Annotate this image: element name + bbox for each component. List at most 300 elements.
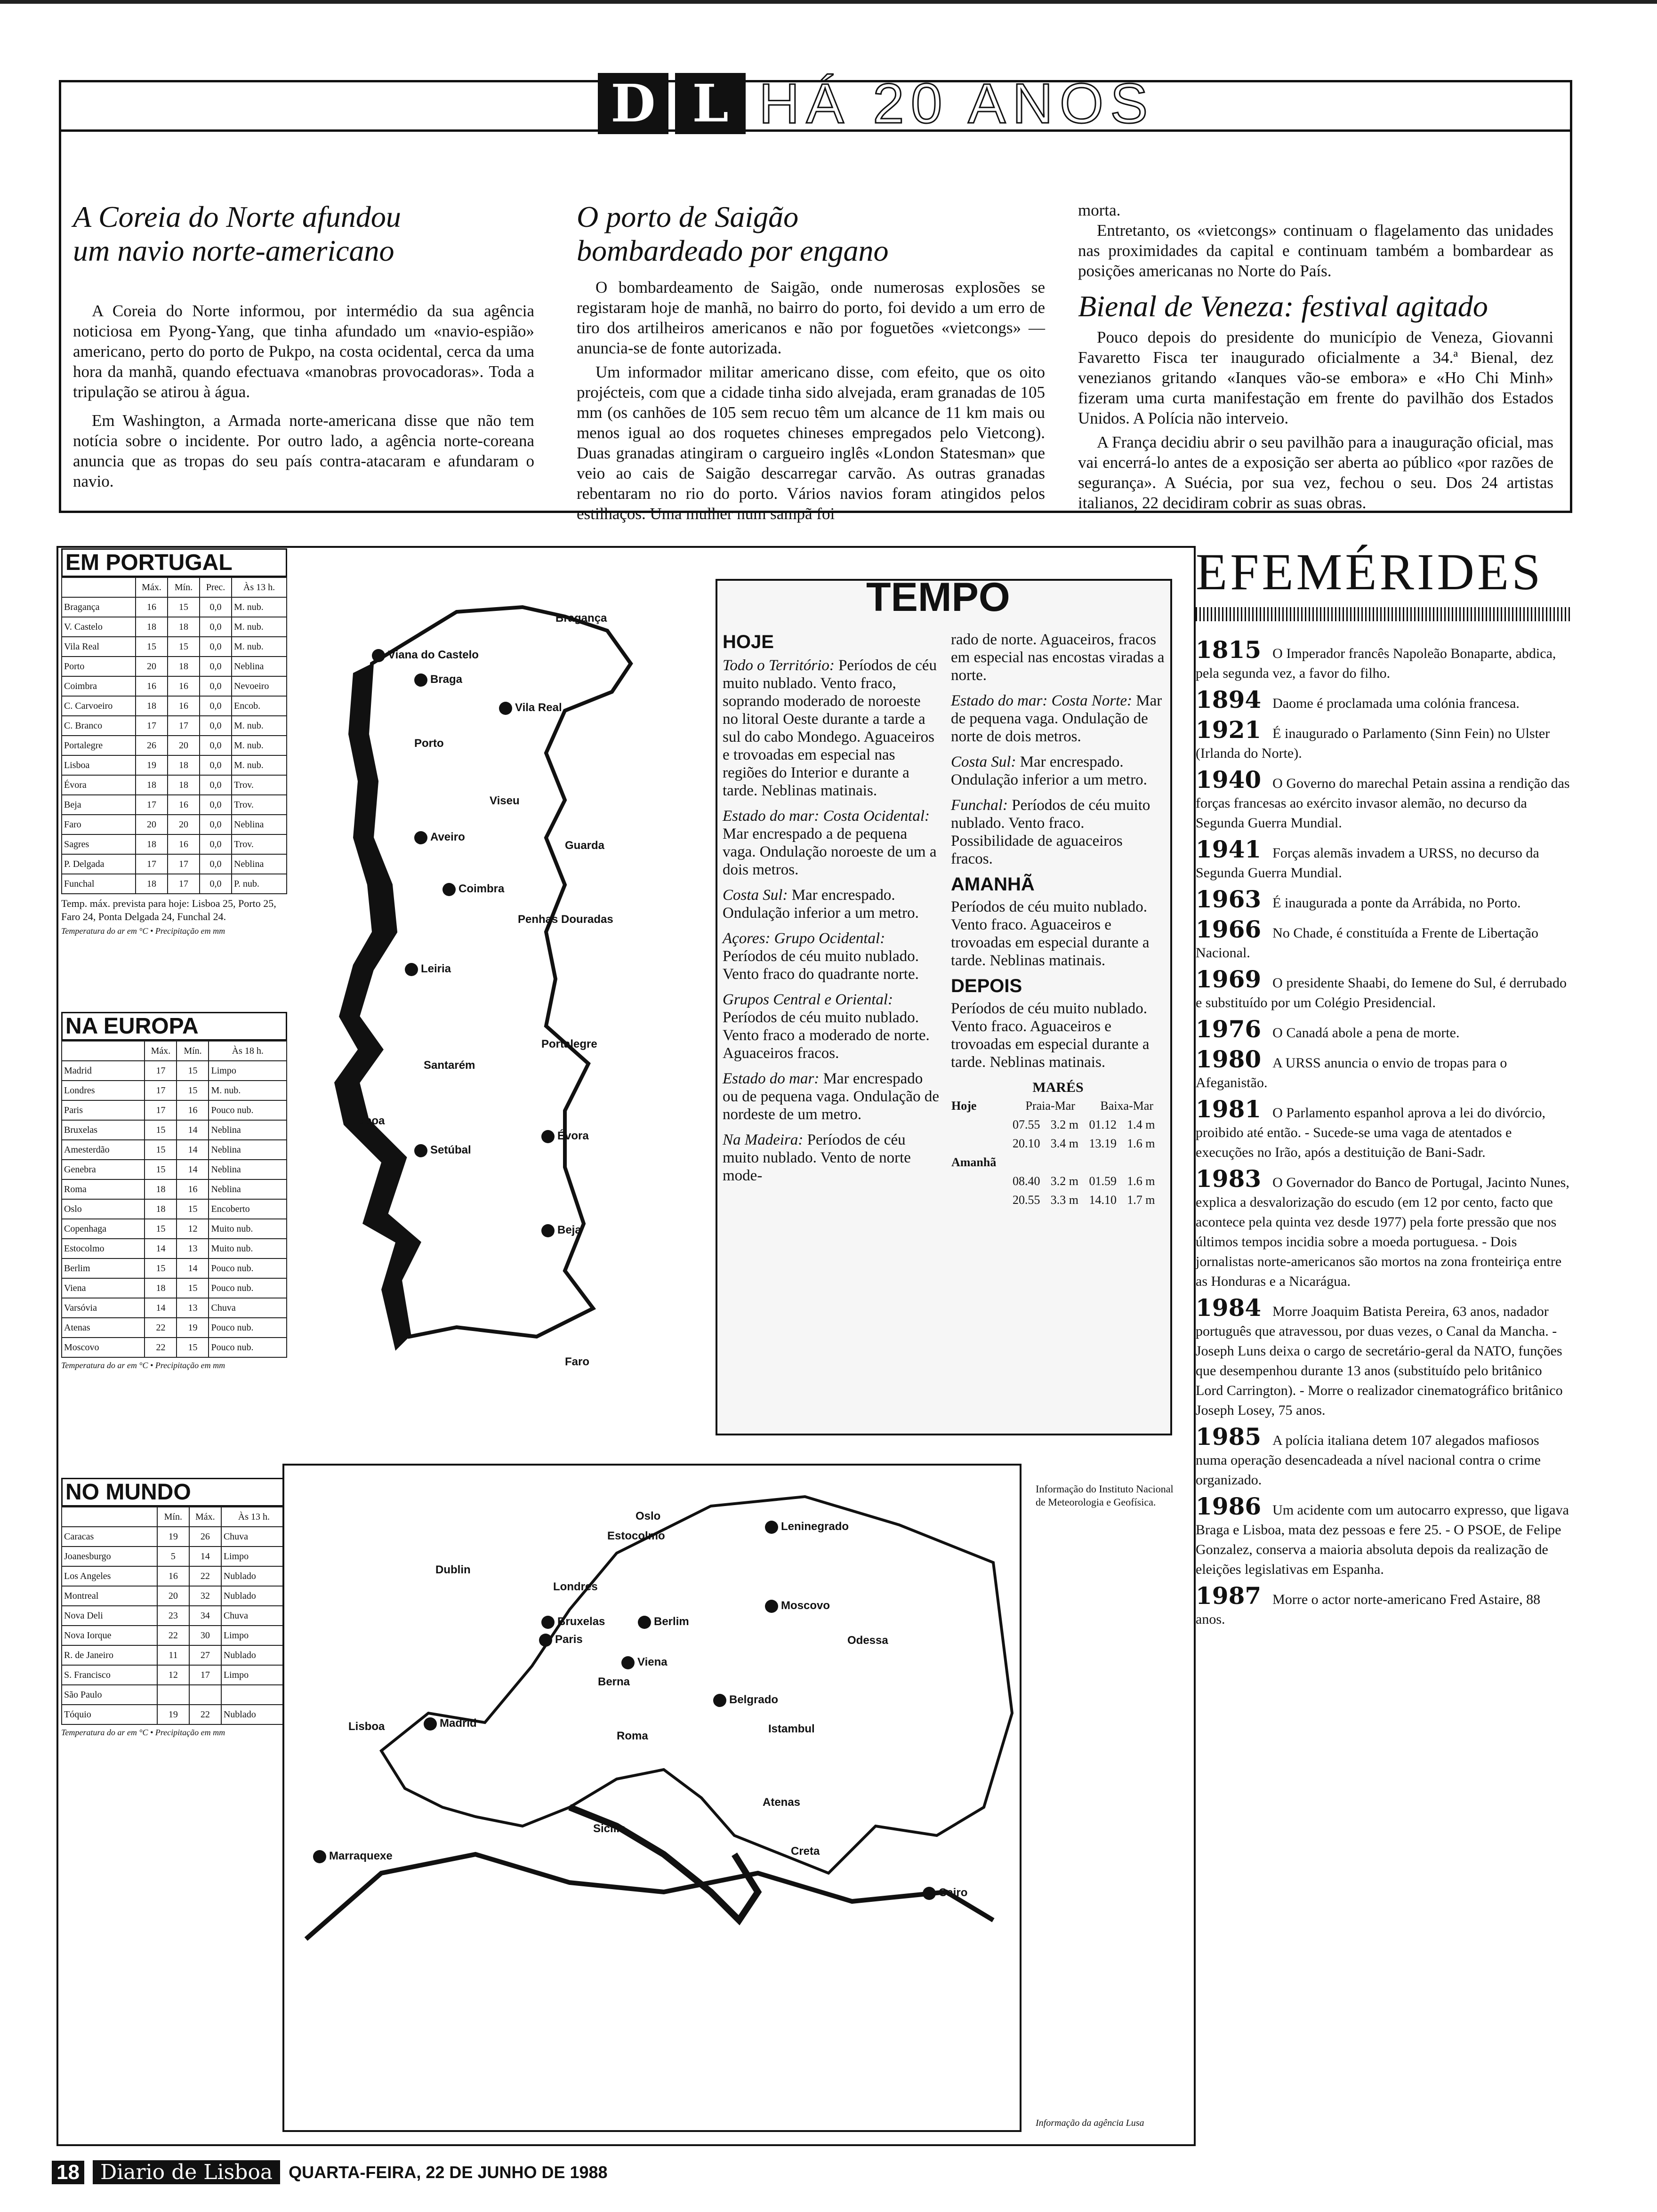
table-cell: 15	[145, 1258, 177, 1278]
column-header: Máx.	[189, 1507, 221, 1527]
table-cell: 17	[168, 854, 200, 874]
table-cell: C. Carvoeiro	[62, 696, 136, 716]
efemeride-item	[1196, 1015, 1572, 1043]
mares-cell: 07.55	[1012, 1118, 1040, 1131]
map-city: Estocolmo	[607, 1530, 665, 1542]
mares-cell: 3.4 m	[1050, 1137, 1078, 1150]
col2-list	[951, 631, 1165, 868]
table-cell: 17	[136, 795, 168, 815]
paragraph: Entretanto, os «vietcongs» continuam o flagelamento das unidades nas proximidades da capital e continuam também a bombardear as posições americanas no Norte do País.	[1078, 221, 1553, 280]
efemeride-item	[1196, 1045, 1572, 1093]
table-cell: 17	[145, 1100, 177, 1120]
table-cell: Atenas	[62, 1318, 145, 1338]
table-cell: M. nub.	[232, 716, 287, 736]
table-row	[62, 755, 287, 775]
table-cell: 19	[157, 1527, 189, 1547]
efemeride-item	[1196, 835, 1572, 883]
forecast-label: Todo o Território:	[723, 657, 839, 674]
table-cell: 22	[189, 1705, 221, 1724]
map-city: Leninegrado	[765, 1520, 849, 1534]
table-cell: Lisboa	[62, 755, 136, 775]
article-title: Bienal de Veneza: festival agitado	[1078, 289, 1488, 323]
table-cell: 17	[136, 716, 168, 736]
efemerides-rule	[1196, 607, 1572, 621]
table-header-row	[62, 1041, 287, 1061]
map-city: Viena	[621, 1656, 668, 1669]
table-cell: Limpo	[221, 1665, 287, 1685]
table-cell: Bruxelas	[62, 1120, 145, 1140]
table-cell: Nevoeiro	[232, 676, 287, 696]
paragraph: O bombardeamento de Saigão, onde numerosas explosões se registaram hoje de manhã, no bairro do porto, foi devido a um erro de tiro dos artilheiros americanos e não por foguetões «vietcongs» — anuncia-se de fonte autorizada.	[577, 278, 1045, 357]
forecast-paragraph: Açores: Grupo Ocidental: Períodos de céu muito nublado. Vento fraco do quadrante norte.	[723, 930, 919, 983]
efemeride-text: Forças alemãs invadem a URSS, no decurso da Segunda Guerra Mundial.	[1196, 845, 1539, 881]
table-cell: 17	[189, 1665, 221, 1685]
table-cell: Limpo	[221, 1626, 287, 1645]
efemeride-year: 1980	[1196, 1045, 1262, 1073]
table-row	[62, 637, 287, 657]
table-cell: 18	[168, 657, 200, 676]
map-city: Lisboa	[348, 1114, 385, 1127]
table-cell: Évora	[62, 775, 136, 795]
efemeride-item	[1196, 1095, 1572, 1162]
map-city: Berlim	[638, 1615, 689, 1629]
table-cell: Varsóvia	[62, 1298, 145, 1318]
table-cell: Tóquio	[62, 1705, 157, 1724]
table-cell: 18	[136, 834, 168, 854]
europe-weather	[61, 1012, 287, 1370]
forecast-paragraph: Todo o Território: Períodos de céu muito nublado. Vento fraco, soprando moderado de noroeste no litoral Oeste durante a tarde a sul do cabo Mondego. Aguaceiros e trovoadas em especial nas regiões do Interior e durante a tarde. Neblinas matinais.	[723, 657, 937, 799]
table-cell: 34	[189, 1606, 221, 1626]
table-row	[62, 617, 287, 637]
table-cell	[157, 1685, 189, 1705]
table-cell: Chuva	[209, 1298, 287, 1318]
forecast-paragraph: Costa Sul: Mar encrespado. Ondulação inferior a um metro.	[723, 887, 919, 922]
table-cell: 15	[177, 1081, 209, 1100]
efemeride-item	[1196, 915, 1572, 963]
table-cell: Muito nub.	[209, 1219, 287, 1239]
mares-cell: 20.55	[1012, 1193, 1040, 1207]
map-city: Setúbal	[414, 1144, 471, 1157]
table-cell: Chuva	[221, 1527, 287, 1547]
column-header: Às 13 h.	[232, 577, 287, 597]
mares-cell: 01.12	[1089, 1118, 1117, 1131]
table-row	[62, 1566, 287, 1586]
table-row	[62, 834, 287, 854]
table-cell: 16	[168, 795, 200, 815]
table-cell: 0,0	[200, 716, 232, 736]
table-cell: 0,0	[200, 736, 232, 755]
europe-map-credit: Informação da agência Lusa	[1036, 2118, 1144, 2128]
mares-table	[951, 1097, 1165, 1210]
efemeride-text: O Parlamento espanhol aprova a lei do divórcio, proibido até então. - Sucede-se uma vaga de atentados e execuções no Irão, após a destituição de Bani-Sadr.	[1196, 1105, 1546, 1160]
forecast-paragraph: Estado do mar: Costa Ocidental: Mar encrespado a de pequena vaga. Ondulação noroeste de um a dois metros.	[723, 808, 937, 878]
table-cell: R. de Janeiro	[62, 1645, 157, 1665]
efemeride-year: 1987	[1196, 1582, 1262, 1610]
mares-cell: 1.7 m	[1127, 1193, 1155, 1207]
table-cell: 14	[177, 1140, 209, 1160]
table-row	[62, 1547, 287, 1566]
table-cell: 0,0	[200, 696, 232, 716]
efemeride-text: O Canadá abole a pena de morte.	[1272, 1025, 1460, 1041]
table-row	[62, 1100, 287, 1120]
table-row	[62, 1120, 287, 1140]
table-cell: P. Delgada	[62, 854, 136, 874]
table-cell: Pouco nub.	[209, 1100, 287, 1120]
hoje-list	[723, 657, 939, 1185]
column-header: Máx.	[136, 577, 168, 597]
table-cell: 18	[145, 1179, 177, 1199]
world-title: NO MUNDO	[61, 1478, 287, 1507]
table-cell: Pouco nub.	[209, 1338, 287, 1357]
mares-cell: 3.2 m	[1050, 1118, 1078, 1131]
paragraph: A França decidiu abrir o seu pavilhão para a inauguração oficial, mas vai encerrá-lo antes de a exposição ser aberta ao público «por razões de segurança». A Suécia, por sua vez, fechou o seu. Dos 24 artistas italianos, 22 decidiram cobrir as suas obras.	[1078, 433, 1553, 512]
map-city: Belgrado	[713, 1693, 778, 1707]
table-cell: Moscovo	[62, 1338, 145, 1357]
map-city: Lisboa	[348, 1720, 385, 1733]
efemerides	[1196, 541, 1572, 1636]
efemeride-item	[1196, 1492, 1572, 1579]
europe-table	[61, 1041, 287, 1358]
table-cell: V. Castelo	[62, 617, 136, 637]
portugal-title: EM PORTUGAL	[61, 548, 287, 577]
table-cell: 17	[136, 854, 168, 874]
portugal-table	[61, 577, 287, 894]
map-city: Portalegre	[541, 1038, 597, 1050]
column-header	[62, 1041, 145, 1061]
tempo-title: TEMPO	[866, 575, 1010, 620]
map-city: Paris	[539, 1633, 583, 1647]
efemeride-item	[1196, 766, 1572, 833]
table-row	[62, 854, 287, 874]
table-cell: 16	[168, 834, 200, 854]
table-cell: Montreal	[62, 1586, 157, 1606]
paragraph: morta.	[1078, 201, 1121, 219]
table-cell: Berlim	[62, 1258, 145, 1278]
table-row	[62, 1705, 287, 1724]
depois-heading: DEPOIS	[951, 976, 1022, 996]
map-city: Istambul	[768, 1723, 815, 1735]
map-city: Creta	[791, 1845, 820, 1858]
mares-hoje-label: Hoje	[951, 1099, 977, 1113]
efemeride-text: A polícia italiana detem 107 alegados mafiosos numa operação desencadeada a nível nacional contra o crime organizado.	[1196, 1433, 1541, 1488]
forecast-paragraph: rado de norte. Aguaceiros, fracos em especial nas encostas viradas a norte.	[951, 631, 1165, 684]
table-cell: Pouco nub.	[209, 1278, 287, 1298]
mares-cell: 13.19	[1089, 1137, 1117, 1150]
table-cell: 15	[177, 1278, 209, 1298]
map-city: Atenas	[763, 1796, 801, 1809]
hoje-heading: HOJE	[723, 632, 774, 652]
portugal-weather	[61, 548, 287, 936]
forecast-label: Costa Sul:	[723, 887, 792, 904]
table-cell: 14	[177, 1160, 209, 1179]
efemeride-year: 1976	[1196, 1015, 1262, 1043]
mares-cell: 20.10	[1012, 1137, 1040, 1150]
table-row	[62, 1527, 287, 1547]
footer	[52, 2160, 608, 2184]
forecast-paragraph: Estado do mar: Costa Norte: Mar de pequena vaga. Ondulação de norte de dois metros.	[951, 692, 1162, 745]
table-cell: 11	[157, 1645, 189, 1665]
table-cell: 26	[189, 1527, 221, 1547]
efemeride-text: O Governo do marechal Petain assina a rendição das forças francesas ao exército invasor alemão, no decurso da Segunda Guerra Mundial.	[1196, 776, 1570, 831]
map-city: Braga	[414, 673, 462, 687]
table-cell: 5	[157, 1547, 189, 1566]
column-header: Mín.	[168, 577, 200, 597]
table-row	[62, 1586, 287, 1606]
table-cell: Londres	[62, 1081, 145, 1100]
table-cell: 16	[177, 1179, 209, 1199]
forecast-label: Estado do mar:	[723, 1070, 823, 1087]
paragraph: Em Washington, a Armada norte-americana disse que não tem notícia sobre o incidente. Por outro lado, a agência norte-coreana anuncia que as tropas do seu país contra-atacaram e afundaram o navio.	[73, 411, 534, 490]
table-cell	[189, 1685, 221, 1705]
map-city: Dublin	[435, 1563, 471, 1576]
efemeride-item	[1196, 885, 1572, 913]
mares-col-head: Baixa-Mar	[1100, 1099, 1154, 1113]
table-cell: Amesterdão	[62, 1140, 145, 1160]
table-cell: 0,0	[200, 597, 232, 617]
table-row	[62, 597, 287, 617]
column-header: Às 18 h.	[209, 1041, 287, 1061]
table-cell: 15	[145, 1160, 177, 1179]
table-cell: 23	[157, 1606, 189, 1626]
forecast-label: Grupos Central e Oriental:	[723, 991, 893, 1008]
map-city: Marraquexe	[313, 1850, 393, 1863]
table-cell: Caracas	[62, 1527, 157, 1547]
table-cell: 22	[189, 1566, 221, 1586]
efemeride-item	[1196, 1423, 1572, 1490]
efemeride-year: 1940	[1196, 766, 1262, 793]
table-cell: 14	[177, 1120, 209, 1140]
article-korea	[73, 200, 534, 500]
table-cell: P. nub.	[232, 874, 287, 894]
map-city: Vila Real	[499, 701, 562, 715]
table-cell: Beja	[62, 795, 136, 815]
table-header-row	[62, 1507, 287, 1527]
table-cell: 18	[168, 755, 200, 775]
table-cell: 22	[145, 1338, 177, 1357]
map-city: Guarda	[565, 839, 605, 852]
table-cell: Pouco nub.	[209, 1258, 287, 1278]
table-cell: 15	[168, 597, 200, 617]
table-cell: Copenhaga	[62, 1219, 145, 1239]
table-row	[62, 1179, 287, 1199]
table-cell: 14	[145, 1298, 177, 1318]
table-cell: 16	[157, 1566, 189, 1586]
table-row	[62, 1199, 287, 1219]
table-cell: Madrid	[62, 1061, 145, 1081]
efemeride-item	[1196, 1165, 1572, 1291]
forecast-label: Estado do mar: Costa Ocidental:	[723, 808, 930, 825]
mares-amanha-label: Amanhã	[951, 1155, 997, 1169]
mares-col-head: Praia-Mar	[1025, 1099, 1075, 1113]
forecast-label: Açores: Grupo Ocidental:	[723, 930, 885, 947]
table-cell: 17	[168, 874, 200, 894]
table-cell: Portalegre	[62, 736, 136, 755]
table-cell: São Paulo	[62, 1685, 157, 1705]
table-cell: Neblina	[232, 815, 287, 834]
efemeride-year: 1815	[1196, 636, 1262, 664]
table-row	[62, 795, 287, 815]
table-row	[62, 1219, 287, 1239]
efemeride-year: 1963	[1196, 885, 1262, 913]
logo-letter-d: D	[598, 73, 668, 134]
map-city: Évora	[541, 1130, 589, 1143]
table-cell: 15	[136, 637, 168, 657]
table-row	[62, 1298, 287, 1318]
efemeride-text: A URSS anuncia o envio de tropas para o Afeganistão.	[1196, 1055, 1507, 1090]
table-header-row	[62, 577, 287, 597]
table-cell: M. nub.	[232, 637, 287, 657]
efemeride-year: 1981	[1196, 1095, 1262, 1123]
table-cell: 17	[145, 1061, 177, 1081]
table-cell: Funchal	[62, 874, 136, 894]
table-cell: 0,0	[200, 834, 232, 854]
map-city: Aveiro	[414, 831, 465, 844]
map-city: Odessa	[847, 1634, 888, 1647]
table-cell: Genebra	[62, 1160, 145, 1179]
table-cell: 18	[136, 874, 168, 894]
tempo-col2	[951, 631, 1165, 1210]
table-row	[62, 657, 287, 676]
table-row	[62, 676, 287, 696]
amanha-heading: AMANHÃ	[951, 874, 1035, 895]
map-city: Viseu	[490, 794, 520, 807]
efemeride-year: 1966	[1196, 915, 1262, 943]
table-cell: Oslo	[62, 1199, 145, 1219]
map-city: Bruxelas	[541, 1615, 605, 1629]
table-cell: 14	[145, 1239, 177, 1258]
table-row	[62, 1081, 287, 1100]
table-row	[62, 775, 287, 795]
table-cell: 15	[177, 1061, 209, 1081]
column-header: Máx.	[145, 1041, 177, 1061]
mares-cell: 1.6 m	[1127, 1137, 1155, 1150]
column-header: Mín.	[157, 1507, 189, 1527]
forecast-label: Estado do mar: Costa Norte:	[951, 692, 1136, 709]
efemeride-text: Morre Joaquim Batista Pereira, 63 anos, nadador português que atravessou, por duas vezes, o Canal da Mancha. -Joseph Luns deixa o cargo de secretário-geral da NATO, funções que desempenhou durante 13 anos (substituído pelo britânico Lord Carrington). - Morre o realizador cinematográfico britânico Joseph Losey, 75 anos.	[1196, 1304, 1563, 1418]
table-cell: Bragança	[62, 597, 136, 617]
table-cell: Neblina	[209, 1120, 287, 1140]
table-cell: Nublado	[221, 1586, 287, 1606]
table-cell: Vila Real	[62, 637, 136, 657]
table-row	[62, 1626, 287, 1645]
efemeride-item	[1196, 1294, 1572, 1420]
table-row	[62, 1160, 287, 1179]
table-cell: 0,0	[200, 815, 232, 834]
forecast-label: Funchal:	[951, 797, 1012, 814]
table-row	[62, 1061, 287, 1081]
mares-cell: 01.59	[1089, 1174, 1117, 1188]
table-cell: C. Branco	[62, 716, 136, 736]
table-cell: 13	[177, 1239, 209, 1258]
table-cell: Muito nub.	[209, 1239, 287, 1258]
map-city: Oslo	[635, 1510, 661, 1523]
table-cell: M. nub.	[232, 755, 287, 775]
table-row	[62, 1645, 287, 1665]
table-row	[62, 1258, 287, 1278]
masthead	[598, 71, 1154, 136]
table-cell: Encoberto	[209, 1199, 287, 1219]
table-cell: Nova Iorque	[62, 1626, 157, 1645]
table-cell: 18	[168, 617, 200, 637]
efemeride-text: É inaugurado o Parlamento (Sinn Fein) no Ulster (Irlanda do Norte).	[1196, 726, 1550, 761]
efemeride-year: 1986	[1196, 1492, 1262, 1520]
efemeride-text: O Imperador francês Napoleão Bonaparte, abdica, pela segunda vez, a favor do filho.	[1196, 646, 1556, 681]
europe-landmass	[381, 1497, 1012, 1873]
mares-cell: 3.3 m	[1050, 1193, 1078, 1207]
table-cell: 0,0	[200, 617, 232, 637]
table-cell: 0,0	[200, 657, 232, 676]
table-row	[62, 815, 287, 834]
table-cell: 14	[189, 1547, 221, 1566]
efemeride-text: O presidente Shaabi, do Iemene do Sul, é derrubado e substituído por um Colégio Presidencial.	[1196, 975, 1567, 1010]
article-title: A Coreia do Norte afundou um navio norte-americano	[73, 200, 401, 267]
mares-title: MARÉS	[1032, 1080, 1084, 1095]
tempo-credit: Informação do Instituto Nacional de Meteorologia e Geofísica.	[1036, 1483, 1174, 1508]
table-cell: 22	[157, 1626, 189, 1645]
world-weather	[61, 1478, 287, 1738]
map-city: Penhas Douradas	[518, 913, 613, 926]
forecast-paragraph: Costa Sul: Mar encrespado. Ondulação inferior a um metro.	[951, 753, 1147, 788]
table-cell: 12	[177, 1219, 209, 1239]
table-cell: 17	[168, 716, 200, 736]
table-cell: S. Francisco	[62, 1665, 157, 1685]
world-legend: Temperatura do ar em °C • Precipitação em mm	[61, 1728, 225, 1737]
efemeride-text: Um acidente com um autocarro expresso, que ligava Braga e Lisboa, mata dez pessoas e fere 25. - O PSOE, de Felipe Gonzalez, conserva a maioria absoluta depois da realização de eleições legislativas em Espanha.	[1196, 1502, 1569, 1577]
map-city: Roma	[617, 1730, 648, 1742]
article-title: O porto de Saigão bombardeado por engano	[577, 200, 889, 267]
issue-date: QUARTA-FEIRA, 22 DE JUNHO DE 1988	[289, 2162, 608, 2182]
table-cell: Estocolmo	[62, 1239, 145, 1258]
article-venice	[1078, 200, 1553, 521]
article-body	[73, 301, 534, 491]
table-cell: Paris	[62, 1100, 145, 1120]
table-cell: 19	[177, 1318, 209, 1338]
africa-coast	[306, 1854, 993, 1939]
table-cell: M. nub.	[232, 597, 287, 617]
table-cell: Nublado	[221, 1566, 287, 1586]
table-cell: Encob.	[232, 696, 287, 716]
table-row	[62, 716, 287, 736]
table-row	[62, 1239, 287, 1258]
world-table	[61, 1507, 287, 1725]
map-city: Sicília	[593, 1822, 626, 1835]
table-cell: 15	[145, 1140, 177, 1160]
efemeride-item	[1196, 1582, 1572, 1629]
table-cell: 15	[177, 1199, 209, 1219]
column-header	[62, 1507, 157, 1527]
table-row	[62, 1665, 287, 1685]
table-cell: 20	[168, 815, 200, 834]
column-header: Mín.	[177, 1041, 209, 1061]
map-city: Coimbra	[442, 882, 504, 896]
efemerides-list	[1196, 636, 1572, 1629]
table-cell: 32	[189, 1586, 221, 1606]
table-cell	[221, 1685, 287, 1705]
table-cell: 16	[177, 1100, 209, 1120]
table-cell: 16	[136, 597, 168, 617]
efemeride-item	[1196, 686, 1572, 713]
table-cell: 18	[136, 617, 168, 637]
table-cell: 15	[168, 637, 200, 657]
efemeride-text: É inaugurada a ponte da Arrábida, no Porto.	[1272, 895, 1521, 911]
logo-letter-l: L	[675, 73, 746, 134]
page-number: 18	[52, 2161, 84, 2184]
map-city: Moscovo	[765, 1599, 830, 1613]
forecast-label: Na Madeira:	[723, 1131, 807, 1148]
table-cell: 17	[145, 1081, 177, 1100]
table-cell: M. nub.	[232, 617, 287, 637]
continuation	[1078, 200, 1553, 281]
